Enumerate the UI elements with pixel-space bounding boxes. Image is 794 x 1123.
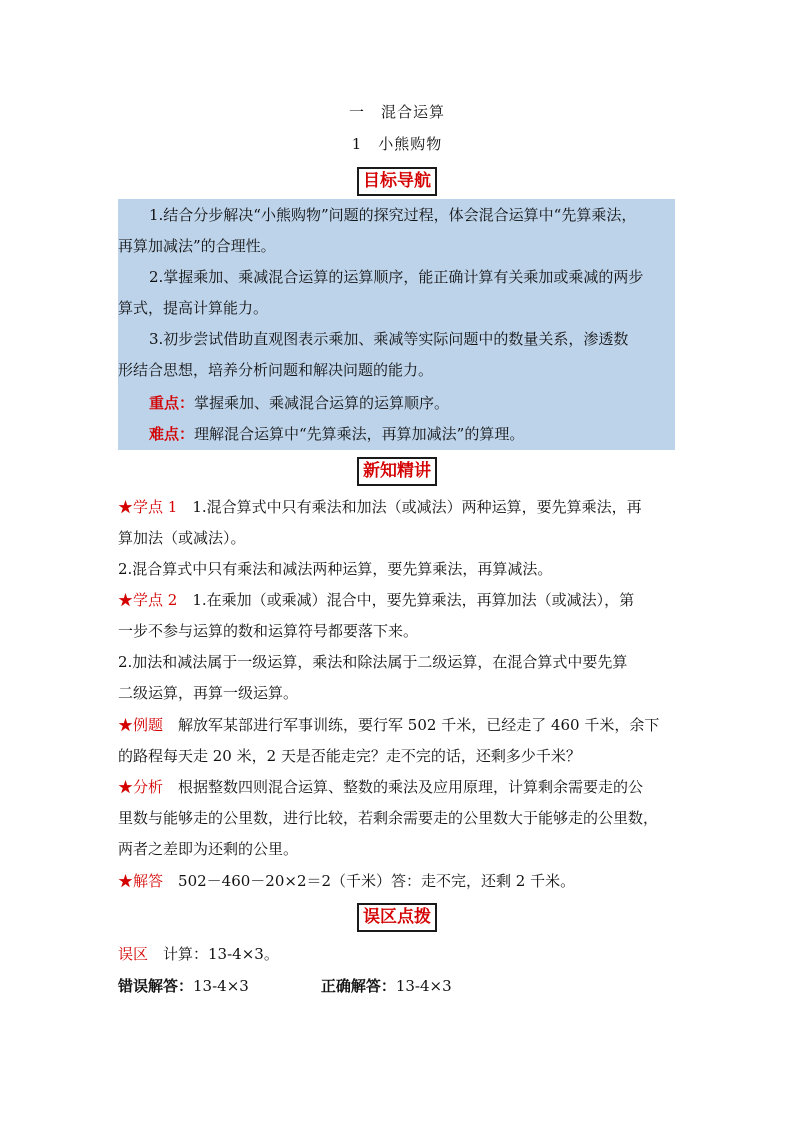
right-answer-text: 13-4×3 [395, 977, 452, 995]
goal-1-line-2: 再算加减法”的合理性。 [118, 237, 276, 255]
goal-3-line-1: 3.初步尝试借助直观图表示乘加、乘减等实际问题中的数量关系，渗透数 [149, 330, 629, 348]
mistake-zone-label: 误区 [118, 945, 149, 963]
analysis-text: 根据整数四则混合运算、整数的乘法及应用原理，计算剩余需要走的公 [163, 778, 644, 796]
point-1-text: 1.混合算式中只有乘法和加法（或减法）两种运算，要先算乘法，再 [177, 498, 642, 516]
star-icon: ★ [118, 716, 134, 734]
goal-2-line-1: 2.掌握乘加、乘减混合运算的运算顺序，能正确计算有关乘加或乘减的两步 [149, 268, 644, 286]
key-point [118, 393, 675, 413]
point-1-line-2: 算加法（或减法）。 [118, 529, 246, 547]
analysis-line-2: 里数与能够走的公里数，进行比较，若剩余需要走的公里数大于能够走的公里数， [118, 809, 659, 827]
point-2-line-3: 2.加法和减法属于一级运算，乘法和除法属于二级运算，在混合算式中要先算 [118, 653, 628, 671]
point-1-line-3: 2.混合算式中只有乘法和减法两种运算，要先算乘法，再算减法。 [118, 560, 553, 578]
answers-line [118, 976, 678, 996]
point-1-line-1 [118, 497, 678, 517]
goal-3-line-2: 形结合思想，培养分析问题和解决问题的能力。 [118, 361, 434, 379]
key-point-label: 重点： [149, 394, 195, 412]
wrong-answer-label: 错误解答： [118, 977, 194, 995]
goal-1-line-1: 1.结合分步解决“小熊购物”问题的探究过程，体会混合运算中“先算乘法， [149, 206, 637, 224]
star-icon: ★ [118, 778, 134, 796]
mistake-zone-line [118, 944, 678, 964]
mistakes-section-title: 误区点拨 [357, 903, 437, 932]
difficult-point [118, 424, 675, 444]
point-2-line-2: 一步不参与运算的数和运算符号都要落下来。 [118, 622, 419, 640]
example-line-2: 的路程每天走 20 米，2 天是否能走完？走不完的话，还剩多少千米？ [118, 747, 581, 765]
key-point-text: 掌握乘加、乘减混合运算的运算顺序。 [194, 394, 450, 412]
right-answer-label: 正确解答： [320, 977, 396, 995]
answer-line [118, 871, 678, 891]
point-2-label: 学点 2 [133, 591, 178, 609]
star-icon: ★ [118, 872, 134, 890]
answer-text: 502－460－20×2＝2（千米）答：走不完，还剩 2 千米。 [163, 872, 576, 890]
example-label: 例题 [133, 716, 164, 734]
goal-2-line-2: 算式，提高计算能力。 [118, 299, 269, 317]
lesson-title: 1 小熊购物 [351, 135, 443, 153]
goals-section-title: 目标导航 [357, 167, 437, 196]
example-line-1 [118, 715, 678, 735]
example-text: 解放军某部进行军事训练，要行军 502 千米，已经走了 460 千米，余下 [163, 716, 660, 734]
point-2-line-4: 二级运算，再算一级运算。 [118, 684, 299, 702]
answer-label: 解答 [133, 872, 164, 890]
point-2-line-1 [118, 590, 678, 610]
chapter-title: 一 混合运算 [348, 103, 445, 121]
star-icon: ★ [118, 591, 134, 609]
wrong-answer-text: 13-4×3 [193, 977, 249, 995]
difficult-point-label: 难点： [149, 425, 195, 443]
point-1-label: 学点 1 [133, 498, 178, 516]
difficult-point-text: 理解混合运算中“先算乘法，再算加减法”的算理。 [194, 425, 525, 443]
point-2-text: 1.在乘加（或乘减）混合中，要先算乘法，再算加法（或减法），第 [177, 591, 635, 609]
analysis-line-1 [118, 777, 678, 797]
star-icon: ★ [118, 498, 134, 516]
analysis-line-3: 两者之差即为还剩的公里。 [118, 840, 299, 858]
analysis-label: 分析 [133, 778, 164, 796]
knowledge-section-title: 新知精讲 [357, 457, 437, 486]
mistake-zone-text: 计算：13-4×3。 [148, 945, 279, 963]
